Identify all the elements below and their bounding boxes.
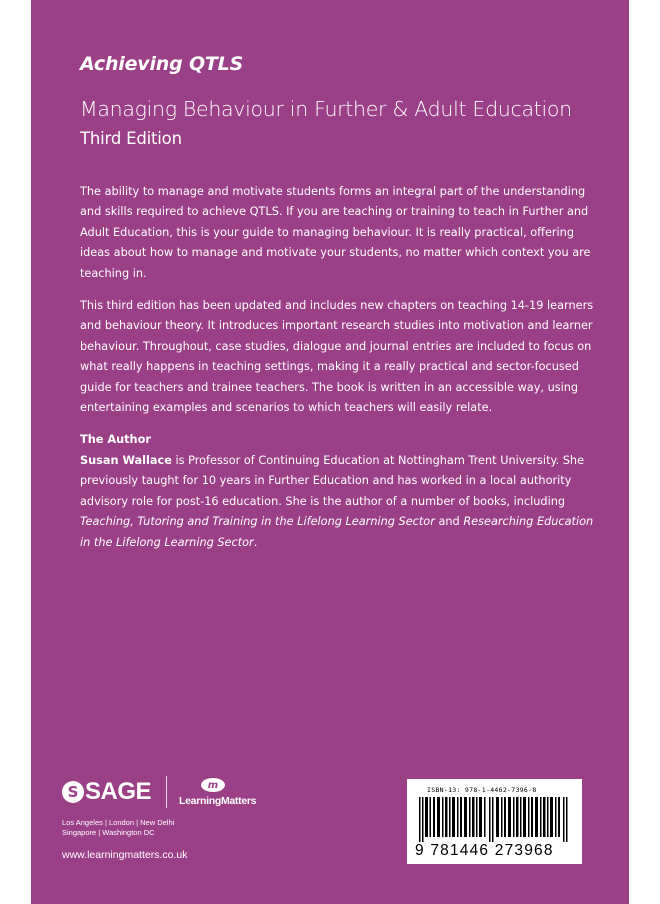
edition-label: Third Edition <box>80 129 182 148</box>
book-reference-1: Teaching, Tutoring and Training in the Lifelong Learning Sector <box>80 515 435 529</box>
sage-logo-icon: S <box>62 781 84 803</box>
learning-matters-logo-text: LearningMatters <box>179 795 257 807</box>
learning-matters-icon: m <box>201 778 225 792</box>
book-reference-2: Researching Education in the Lifelong Learning Sector <box>80 515 594 549</box>
barcode-digits: 9 781446 273968 <box>415 842 554 859</box>
sage-logo <box>62 778 151 806</box>
author-bio-text: is Professor of Continuing Education at Nottingham Trent University. She previously taught for 10 years in Further Education and has worked in a local authority advisory role for post-16 education. She is the author of a number of books, including <box>80 453 585 508</box>
publisher-locations <box>62 818 174 837</box>
author-heading: The Author <box>80 433 151 447</box>
author-bio <box>80 451 600 553</box>
author-name: Susan Wallace <box>80 453 172 467</box>
sage-logo-text: SAGE <box>85 778 152 805</box>
series-title: Achieving QTLS <box>80 53 244 75</box>
conjunction: and <box>434 515 464 529</box>
book-title: Managing Behaviour in Further & Adult Education <box>80 97 572 121</box>
blurb-paragraph-2: This third edition has been updated and includes new chapters on teaching 14-19 learners and behaviour theory. It introduces important research studies into motivation and learner behaviour. Throughout, case studies, dialogue and journal entries are included to focus on what really happens in teaching settings, making it a really practical and sector-focused guide for teachers and trainee teachers. The book is written in an accessible way, using entertaining examples and scenarios to which teachers will easily relate. <box>80 299 594 415</box>
locations-line-1: Los Angeles | London | New Delhi <box>62 818 175 827</box>
isbn-label: ISBN-13: 978-1-4462-7396-8 <box>427 786 537 794</box>
bio-period: . <box>253 535 258 549</box>
locations-line-2: Singapore | Washington DC <box>62 827 155 837</box>
barcode-icon <box>419 797 571 842</box>
isbn-barcode <box>407 779 582 864</box>
blurb <box>80 182 600 553</box>
back-cover <box>31 0 629 904</box>
logo-divider <box>166 776 167 808</box>
blurb-paragraph-1: The ability to manage and motivate students forms an integral part of the understanding and skills required to achieve QTLS. If you are teaching or training to teach in Further and Adult Education, this is your guide to managing behaviour. It is really practical, offering ideas about how to manage and motivate your students, no matter which context you are teaching in. <box>80 185 591 280</box>
publisher-website: www.learningmatters.co.uk <box>62 849 188 861</box>
